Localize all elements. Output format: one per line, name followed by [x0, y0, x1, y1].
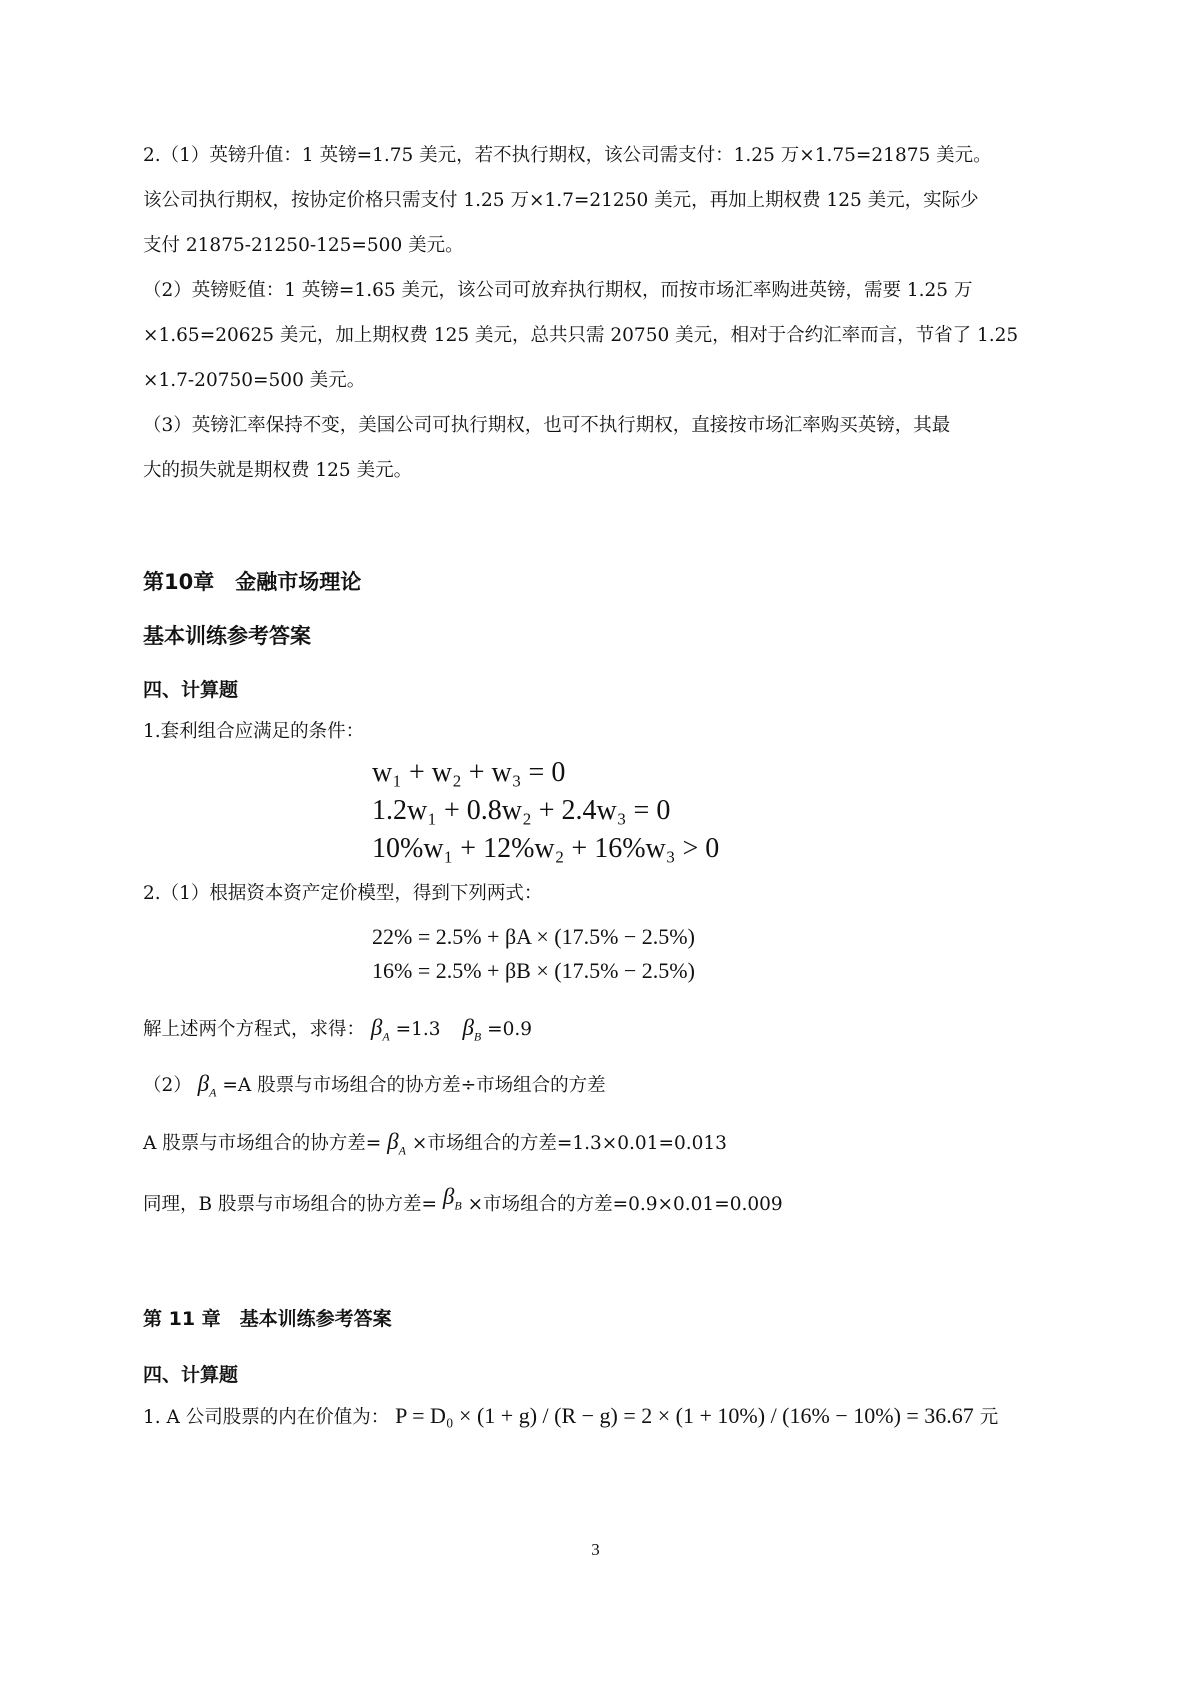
beta-a-symbol-def: $\beta_A$ [197, 1071, 217, 1100]
ch10-q1-intro: 1.套利组合应满足的条件： [143, 721, 365, 742]
beta-b-value: =0.9 [487, 1019, 533, 1040]
ch10-q2-intro: 2.（1）根据资本资产定价模型，得到下列两式： [143, 883, 543, 904]
arbitrage-equation-2: 1.2w₁ + 0.8w₂ + 2.4w₃ = 0 [372, 795, 671, 826]
beta-definition-line [143, 1072, 1063, 1105]
cov-b-prefix: 同理，B 股票与市场组合的协方差= [143, 1194, 437, 1215]
beta-a-symbol-cov: $\beta_A$ [387, 1129, 406, 1158]
ch9-q2-p3-line1: （3）英镑汇率保持不变，美国公司可执行期权，也可不执行期权，直接按市场汇率购买英镑，其最 [143, 415, 951, 436]
ch11-q1-prefix: 1. A 公司股票的内在价值为： [143, 1407, 390, 1428]
arbitrage-equation-3: 10%w₁ + 12%w₂ + 16%w₃ > 0 [372, 833, 720, 864]
beta-solution-prefix: 解上述两个方程式，求得： [143, 1019, 366, 1040]
capm-equation-a: 22% = 2.5% + βA × (17.5% − 2.5%) [372, 924, 695, 949]
chapter-11-section-heading: 四、计算题 [143, 1364, 239, 1386]
arbitrage-equation-1: w₁ + w₂ + w₃ = 0 [372, 757, 566, 788]
ch9-q2-p3-line2: 大的损失就是期权费 125 美元。 [143, 460, 413, 481]
beta-a-value: =1.3 [395, 1019, 441, 1040]
ch9-q2-p1-line1: 2.（1）英镑升值：1 英镑=1.75 美元，若不执行期权，该公司需支付：1.25 万×1.75=21875 美元。 [143, 145, 992, 166]
ch11-q1-unit: 元 [979, 1407, 999, 1428]
cov-a-prefix: A 股票与市场组合的协方差= [143, 1133, 382, 1154]
page-number: 3 [591, 1540, 600, 1559]
beta-a-symbol: $\beta_A$ [370, 1015, 390, 1044]
chapter-10-subtitle: 基本训练参考答案 [143, 624, 311, 648]
cov-a-line [143, 1130, 1063, 1163]
chapter-10-section-heading: 四、计算题 [143, 679, 239, 701]
chapter-10-title: 第10章 金融市场理论 [143, 570, 362, 594]
cov-b-line [143, 1184, 1063, 1224]
chapter-11-title: 第 11 章 基本训练参考答案 [143, 1308, 392, 1330]
cov-a-suffix: ×市场组合的方差=1.3×0.01=0.013 [411, 1133, 727, 1154]
ch9-q2-p1-line2: 该公司执行期权，按协定价格只需支付 1.25 万×1.7=21250 美元，再加上期权费 125 美元，实际少 [143, 190, 979, 211]
ch11-q1-line [143, 1404, 1063, 1430]
beta-definition-text: =A 股票与市场组合的协方差÷市场组合的方差 [222, 1075, 606, 1096]
ch9-q2-p2-line3: ×1.7-20750=500 美元。 [143, 370, 366, 391]
ch9-q2-p2-line1: （2）英镑贬值：1 英镑=1.65 美元，该公司可放弃执行期权，而按市场汇率购进英镑，需要 1.25 万 [143, 280, 973, 301]
beta-solution-line [143, 1016, 1063, 1049]
capm-equation-b: 16% = 2.5% + βB × (17.5% − 2.5%) [372, 958, 695, 983]
ch9-q2-p1-line3: 支付 21875-21250-125=500 美元。 [143, 235, 464, 256]
beta-definition-prefix: （2） [143, 1075, 192, 1096]
beta-b-symbol: $\beta_B$ [462, 1015, 482, 1044]
ch9-q2-p2-line2: ×1.65=20625 美元，加上期权费 125 美元，总共只需 20750 美元，相对于合约汇率而言，节省了 1.25 [143, 325, 1019, 346]
dividend-discount-formula: P = D₀ × (1 + g) / (R − g) = 2 × (1 + 10%) / (16% − 10%) = 36.67 [395, 1403, 974, 1428]
beta-b-symbol-cov: $\beta_B$ [442, 1184, 462, 1213]
cov-b-suffix: ×市场组合的方差=0.9×0.01=0.009 [467, 1194, 783, 1215]
